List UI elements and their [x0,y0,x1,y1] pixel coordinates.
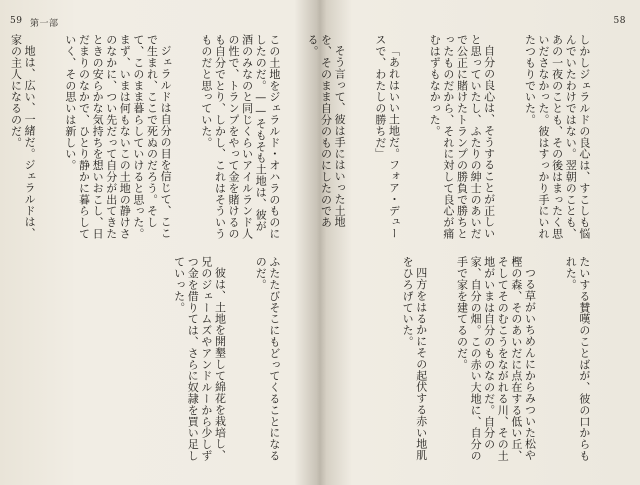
paragraph: たいする賛嘆のことばが、彼の口からもれた。 [564,256,591,462]
paragraph: 自分の良心は、そうすることが正しいと思っていたし、ふたりの紳士のあいだで公正に賭けたトランプの勝負で勝ちとったものだから、それに対して良心が痛むはずもなかった。 [428,34,496,240]
paragraph: 四方をはるかにその起伏する赤い地肌をひろげていた。 [401,256,428,461]
paragraph: ふたたびそこにもどってくることになるのだ。 [254,256,281,462]
body-text-upper [9,34,308,242]
body-text-upper [305,34,618,242]
page-number: 58 [613,16,626,26]
page-number: 59 [10,16,23,26]
paragraph: つる草がいちめんにからみついた松や樫の森、そのあいだに点在する低い丘、そしてそのむこうをながれる川、その土地がいまは自分のものなのだ。自分の家、自分の畑。この赤い大地に、自分の手で家を建てるのだ。 [455,256,537,462]
body-text-lower [322,256,618,466]
right-page [305,0,640,485]
paragraph: ジェラルドは自分の目を信じて、ここで生まれ、ここで死ぬのだろう。そして、このまま暮らしていけると思った。まず、いまは何もないこの土地の静けさのなかに、つい先だって自分が出てきたときの安らかな気持ちを想いおこし、日だまりのなかで、ひとり静かに暮らしていく、その思いは新しい。 [63,34,173,240]
paragraph: しかしジェラルドの良心は、すこしも悩んでいたわけではない。翌朝のことも、あの一夜のことも、その後はまったく思いださなかった。彼はすっかり手にいれたつもりでいた。 [523,34,591,240]
paragraph: この土地をジェラルド・オハラのものにしたのだ。——そもそも土地は、彼が酒のみなのと同じくらいアイルランド人の性で、トランプをやって金を賭けるのも自分でとり、しかし、これはそういうものだと思っていた。 [199,34,281,240]
paragraph: 彼は、土地を開墾して綿花を栽培し、兄のジェームズやアンドルーから少しずつ金を借りては、さらに奴隷を買い足していった。 [172,256,227,462]
paragraph: そう言って、彼は手にはいった土地を、そのまま自分のものにしたのである。 [305,34,347,228]
body-text-lower [18,256,308,466]
paragraph: 「あれはいい土地だ。フォア・デュースで、わたしの勝ちだ」 [373,34,401,239]
running-head: 第一部 [30,19,59,29]
paragraph: 地は、広い、一緒だ。ジェラルドは、家の主人になるのだ。 [9,34,37,239]
